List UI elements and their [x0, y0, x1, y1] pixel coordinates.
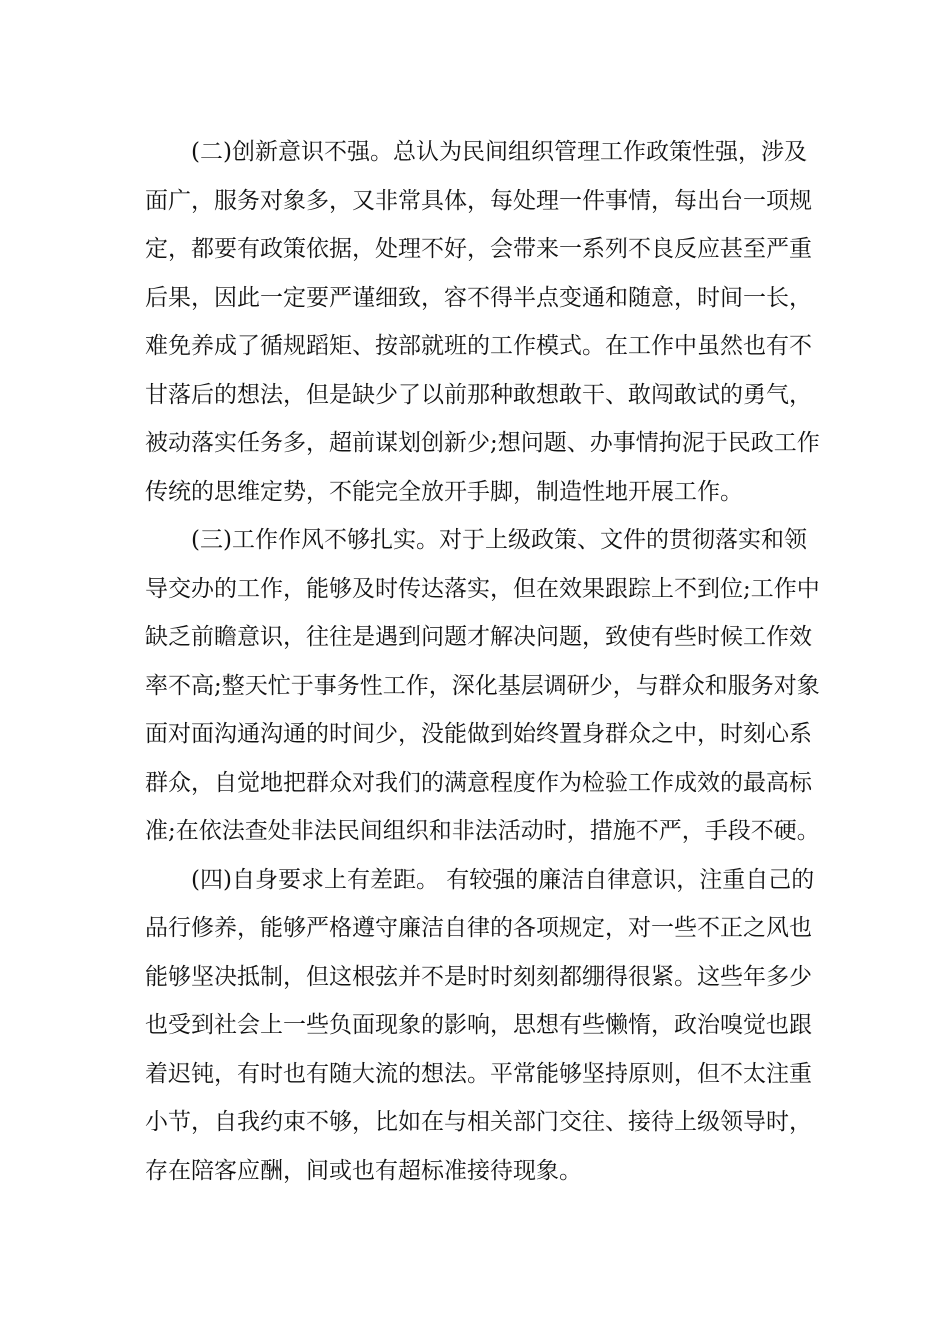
- paragraph-line: 后果，因此一定要严谨细致，容不得半点变通和随意，时间一长，: [145, 284, 812, 311]
- document-body: [145, 128, 820, 1195]
- paragraph-line: 品行修养，能够严格遵守廉洁自律的各项规定，对一些不正之风也: [145, 915, 812, 941]
- paragraph-line: (四)自身要求上有差距。 有较强的廉洁自律意识，注重自己的: [191, 866, 815, 893]
- paragraph-line: 也受到社会上一些负面现象的影响，思想有些懒惰，政治嗅觉也跟: [145, 1012, 812, 1038]
- paragraph-line: (二)创新意识不强。总认为民间组织管理工作政策性强，涉及: [191, 139, 807, 165]
- paragraph-line: 导交办的工作，能够及时传达落实，但在效果跟踪上不到位;工作中: [145, 575, 820, 602]
- paragraph-line: 率不高;整天忙于事务性工作，深化基层调研少，与群众和服务对象: [145, 672, 820, 699]
- paragraph-line: 定，都要有政策依据，处理不好，会带来一系列不良反应甚至严重: [145, 236, 812, 262]
- paragraph-line: 缺乏前瞻意识，往往是遇到问题才解决问题，致使有些时候工作效: [145, 624, 812, 650]
- paragraph-line: 面对面沟通沟通的时间少，没能做到始终置身群众之中，时刻心系: [145, 721, 812, 747]
- paragraph-line: (三)工作作风不够扎实。对于上级政策、文件的贯彻落实和领: [191, 527, 807, 553]
- paragraph-line: 群众，自觉地把群众对我们的满意程度作为检验工作成效的最高标: [145, 769, 812, 796]
- paragraph-self-discipline: [145, 856, 815, 1196]
- paragraph-work-style: [145, 516, 820, 856]
- paragraph-line: 存在陪客应酬，间或也有超标准接待现象。: [145, 1157, 582, 1184]
- paragraph-line: 小节，自我约束不够，比如在与相关部门交往、接待上级领导时，: [145, 1109, 812, 1135]
- paragraph-line: 被动落实任务多，超前谋划创新少;想问题、办事情拘泥于民政工作: [145, 430, 820, 456]
- paragraph-line: 难免养成了循规蹈矩、按部就班的工作模式。在工作中虽然也有不: [145, 333, 812, 359]
- paragraph-line: 传统的思维定势，不能完全放开手脚，制造性地开展工作。: [145, 478, 743, 505]
- paragraph-line: 准;在依法查处非法民间组织和非法活动时，措施不严，手段不硬。: [145, 818, 820, 844]
- paragraph-innovation: [145, 128, 820, 516]
- paragraph-line: 能够坚决抵制，但这根弦并不是时时刻刻都绷得很紧。这些年多少: [145, 963, 812, 990]
- paragraph-line: 面广，服务对象多，又非常具体，每处理一件事情，每出台一项规: [145, 187, 812, 214]
- paragraph-line: 着迟钝，有时也有随大流的想法。平常能够坚持原则，但不太注重: [145, 1060, 812, 1087]
- paragraph-line: 甘落后的想法，但是缺少了以前那种敢想敢干、敢闯敢试的勇气，: [145, 381, 812, 408]
